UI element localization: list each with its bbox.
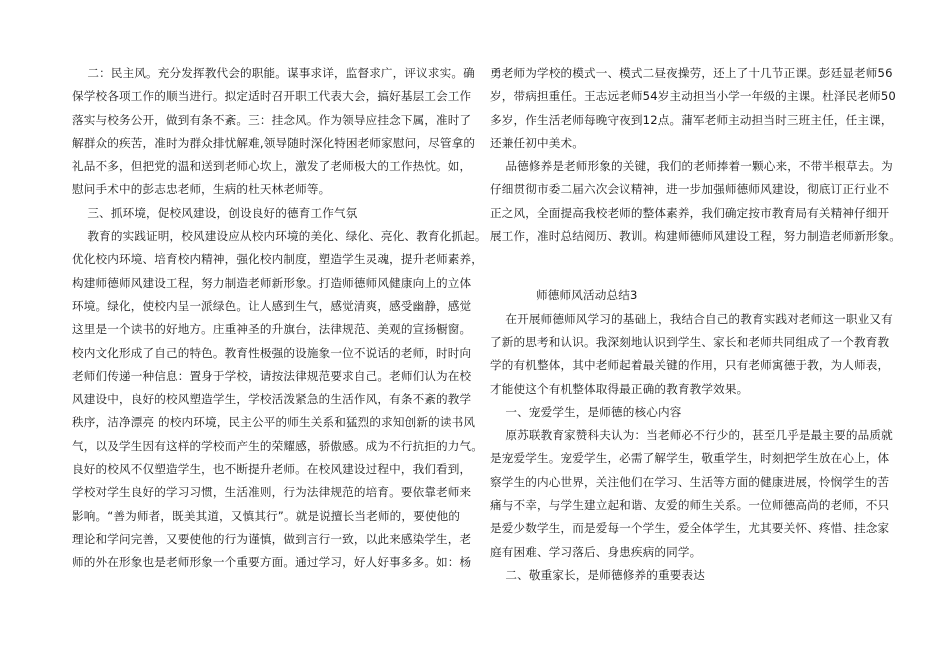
text-line: 察学生的内心世界，关注他们在学习、生活等方面的健康进展，怜悯学生的苦 [490, 474, 890, 489]
text-line: 正之风，全面提高我校老师的整体素养，我们确定按市教育局有关精神仔细开 [490, 205, 890, 220]
text-line: 构建师德师风建设工程，努力制造老师新形象。打造师德师风健康向上的立体 [72, 275, 472, 290]
text-line: 环境。绿化，使校内呈一派绿色。让人感到生气，感觉清爽，感受幽静，感觉 [72, 298, 472, 313]
text-line: 一、宠爱学生，是师德的核心内容 [490, 404, 682, 419]
text-line: 老师们传递一种信息：置身于学校，请按法律规范要求自己。老师们认为在校 [72, 368, 472, 383]
text-line: 二：民主风。充分发挥教代会的职能。谋事求详，监督求广，评议求实。确 [72, 66, 475, 80]
text-line: 理论和学问完善，又要使他的行为谨慎，做到言行一致，以此来感染学生，老 [72, 531, 472, 546]
section-gap [490, 248, 880, 284]
text-line: 风建设中，良好的校风塑造学生，学校活泼紧急的生活作风，有条不紊的教学 [72, 392, 472, 407]
text-line: 师的外在形象也是老师形象一个重要方面。通过学习，好人好事多多。如：杨 [72, 555, 472, 570]
text-line: 三、抓环境，促校风建设，创设良好的德育工作气氛 [72, 205, 358, 220]
text-line: 才能使这个有机整体取得最正确的教育教学效果。 [490, 381, 749, 396]
text-line: 保学校各项工作的顺当进行。拟定适时召开职工代表大会，搞好基层工会工作 [72, 89, 472, 104]
text-line: 良好的校风不仅塑造学生，也不断提升老师。在校风建设过程中，我们看到， [72, 462, 472, 477]
right-column-bottom-block [490, 284, 893, 587]
left-text-column [72, 62, 487, 575]
text-line: 是宠爱学生。宠爱学生，必需了解学生，敬重学生，时刻把学生放在心上，体 [490, 451, 890, 466]
text-line: 校内文化形成了自己的特色。教育性极强的设施象一位不说话的老师，时时向 [72, 345, 472, 360]
text-line: 多岁，作生活老师每晚守夜到12点。蒲军老师主动担当时三班主任，任主课， [490, 112, 893, 127]
text-line: 仔细贯彻市委二届六次会议精神，进一步加强师德师风建设，彻底订正行业不 [490, 182, 890, 197]
text-line: 学的有机整体，其中老师起着最关键的作用，只有老师寓德于教，为人师表， [490, 358, 890, 373]
text-line: 慰问手术中的彭志忠老师，生病的杜天林老师等。 [72, 182, 331, 197]
text-line: 在开展师德师风学习的基础上，我结合自己的教育实践对老师这一职业又有 [490, 311, 893, 326]
text-line: 勇老师为学校的模式一、模式二昼夜操劳，还上了十几节正课。彭廷显老师56 [490, 66, 893, 80]
text-line: 解群众的疾苦，准时为群众排忧解难,领导随时深化特困老师家慰问，尽管拿的 [72, 135, 476, 150]
text-line: 庭有困难、学习落后、身患疾病的同学。 [490, 544, 702, 559]
text-line: 二、敬重家长，是师德修养的重要表达 [490, 567, 705, 582]
text-line: 原苏联教育家赞科夫认为：当老师必不行少的，甚至几乎是最主要的品质就 [490, 428, 893, 443]
text-line: 学校对学生良好的学习习惯，生活准则，行为法律规范的培育。要依靠老师来 [72, 485, 472, 500]
text-line: 痛与不幸，与学生建立起和谐、友爱的师生关系。一位师德高尚的老师，不只 [490, 498, 890, 513]
text-line: 是爱少数学生，而是爱每一个学生，爱全体学生，尤其要关怀、疼惜、挂念家 [490, 521, 890, 536]
text-line: 展工作，准时总结阅历、教训。构建师德师风建设工程，努力制造老师新形象。 [490, 229, 902, 244]
text-line: 影响。“善为师者，既美其道，又慎其行”。就是说擅长当老师的，要使他的 [72, 508, 461, 523]
text-line: 教育的实践证明，校风建设应从校内环境的美化、绿化、亮化、教育化抓起。 [72, 229, 487, 244]
text-line: 优化校内环境、培育校内精神，强化校内制度，塑造学生灵魂，提升老师素养， [72, 252, 484, 267]
text-line: 这里是一个读书的好地方。庄重神圣的升旗台，法律规范、美观的宣扬橱窗。 [72, 322, 472, 337]
text-line: 气，以及学生因有这样的学校而产生的荣耀感，骄傲感。成为不行抗拒的力气。 [72, 438, 484, 453]
text-line: 了新的思考和认识。我深刻地认识到学生、家长和老师共同组成了一个教育教 [490, 334, 890, 349]
right-column-top-block [490, 62, 902, 248]
text-line: 岁，带病担重任。王志远老师54岁主动担当小学一年级的主课。杜泽民老师50 [490, 89, 896, 104]
text-line: 秩序，洁净漂亮 的校内环境，民主公平的师生关系和猛烈的求知创新的读书风 [72, 415, 476, 430]
right-text-column [490, 62, 902, 587]
text-line: 还兼任初中美术。 [490, 135, 584, 150]
text-line: 落实与校务公开，做到有条不紊。三：挂念风。作为领导应挂念下属，准时了 [72, 112, 472, 127]
text-line: 礼品不多，但把党的温和送到老师心坎上，激发了老师极大的工作热忱。如， [72, 159, 472, 174]
text-line: 师德师风活动总结3 [490, 288, 638, 303]
text-line: 品德修养是老师形象的关键，我们的老师捧着一颗心来，不带半根草去。为 [490, 159, 893, 174]
